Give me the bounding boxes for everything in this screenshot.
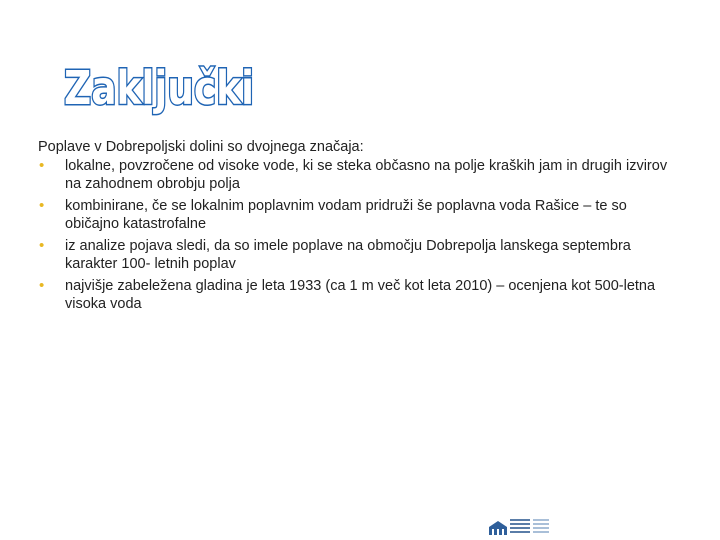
bullet-text: lokalne, povzročene od visoke vode, ki se steka občasno na polje kraških jam in drugih izvirov na zahodnem obrobju polja <box>65 158 668 192</box>
logo-text-block <box>510 519 530 535</box>
bullet-dot-icon: • <box>39 157 45 174</box>
bullet-list-2 <box>38 237 678 313</box>
bullet-item <box>38 157 678 193</box>
logo-text-block-secondary <box>533 519 549 535</box>
slide-title <box>60 58 270 114</box>
intro-text: Poplave v Dobrepoljski dolini so dvojnega značaja: <box>38 139 364 155</box>
bullet-text: najvišje zabeležena gladina je leta 1933 (ca 1 m več kot leta 2010) – ocenjena kot 500-letna visoka voda <box>65 278 656 312</box>
slide-title-text: Zaključki <box>64 61 254 115</box>
bullet-text: kombinirane, če se lokalnim poplavnim vodam pridruži še poplavna voda Rašice – te so običajno katastrofalne <box>65 198 627 232</box>
bullet-item <box>38 197 678 233</box>
institution-logo-icon <box>489 518 551 538</box>
bullet-dot-icon: • <box>39 237 45 254</box>
bullet-text: iz analize pojava sledi, da so imele poplave na območju Dobrepolja lanskega septembra karakter 100- letnih poplav <box>65 238 631 272</box>
slide-body <box>38 138 678 317</box>
bullet-dot-icon: • <box>39 197 45 214</box>
bullet-item <box>38 277 678 313</box>
building-icon <box>489 521 507 535</box>
bullet-item <box>38 237 678 273</box>
bullet-dot-icon: • <box>39 277 45 294</box>
bullet-list-1 <box>38 157 678 233</box>
